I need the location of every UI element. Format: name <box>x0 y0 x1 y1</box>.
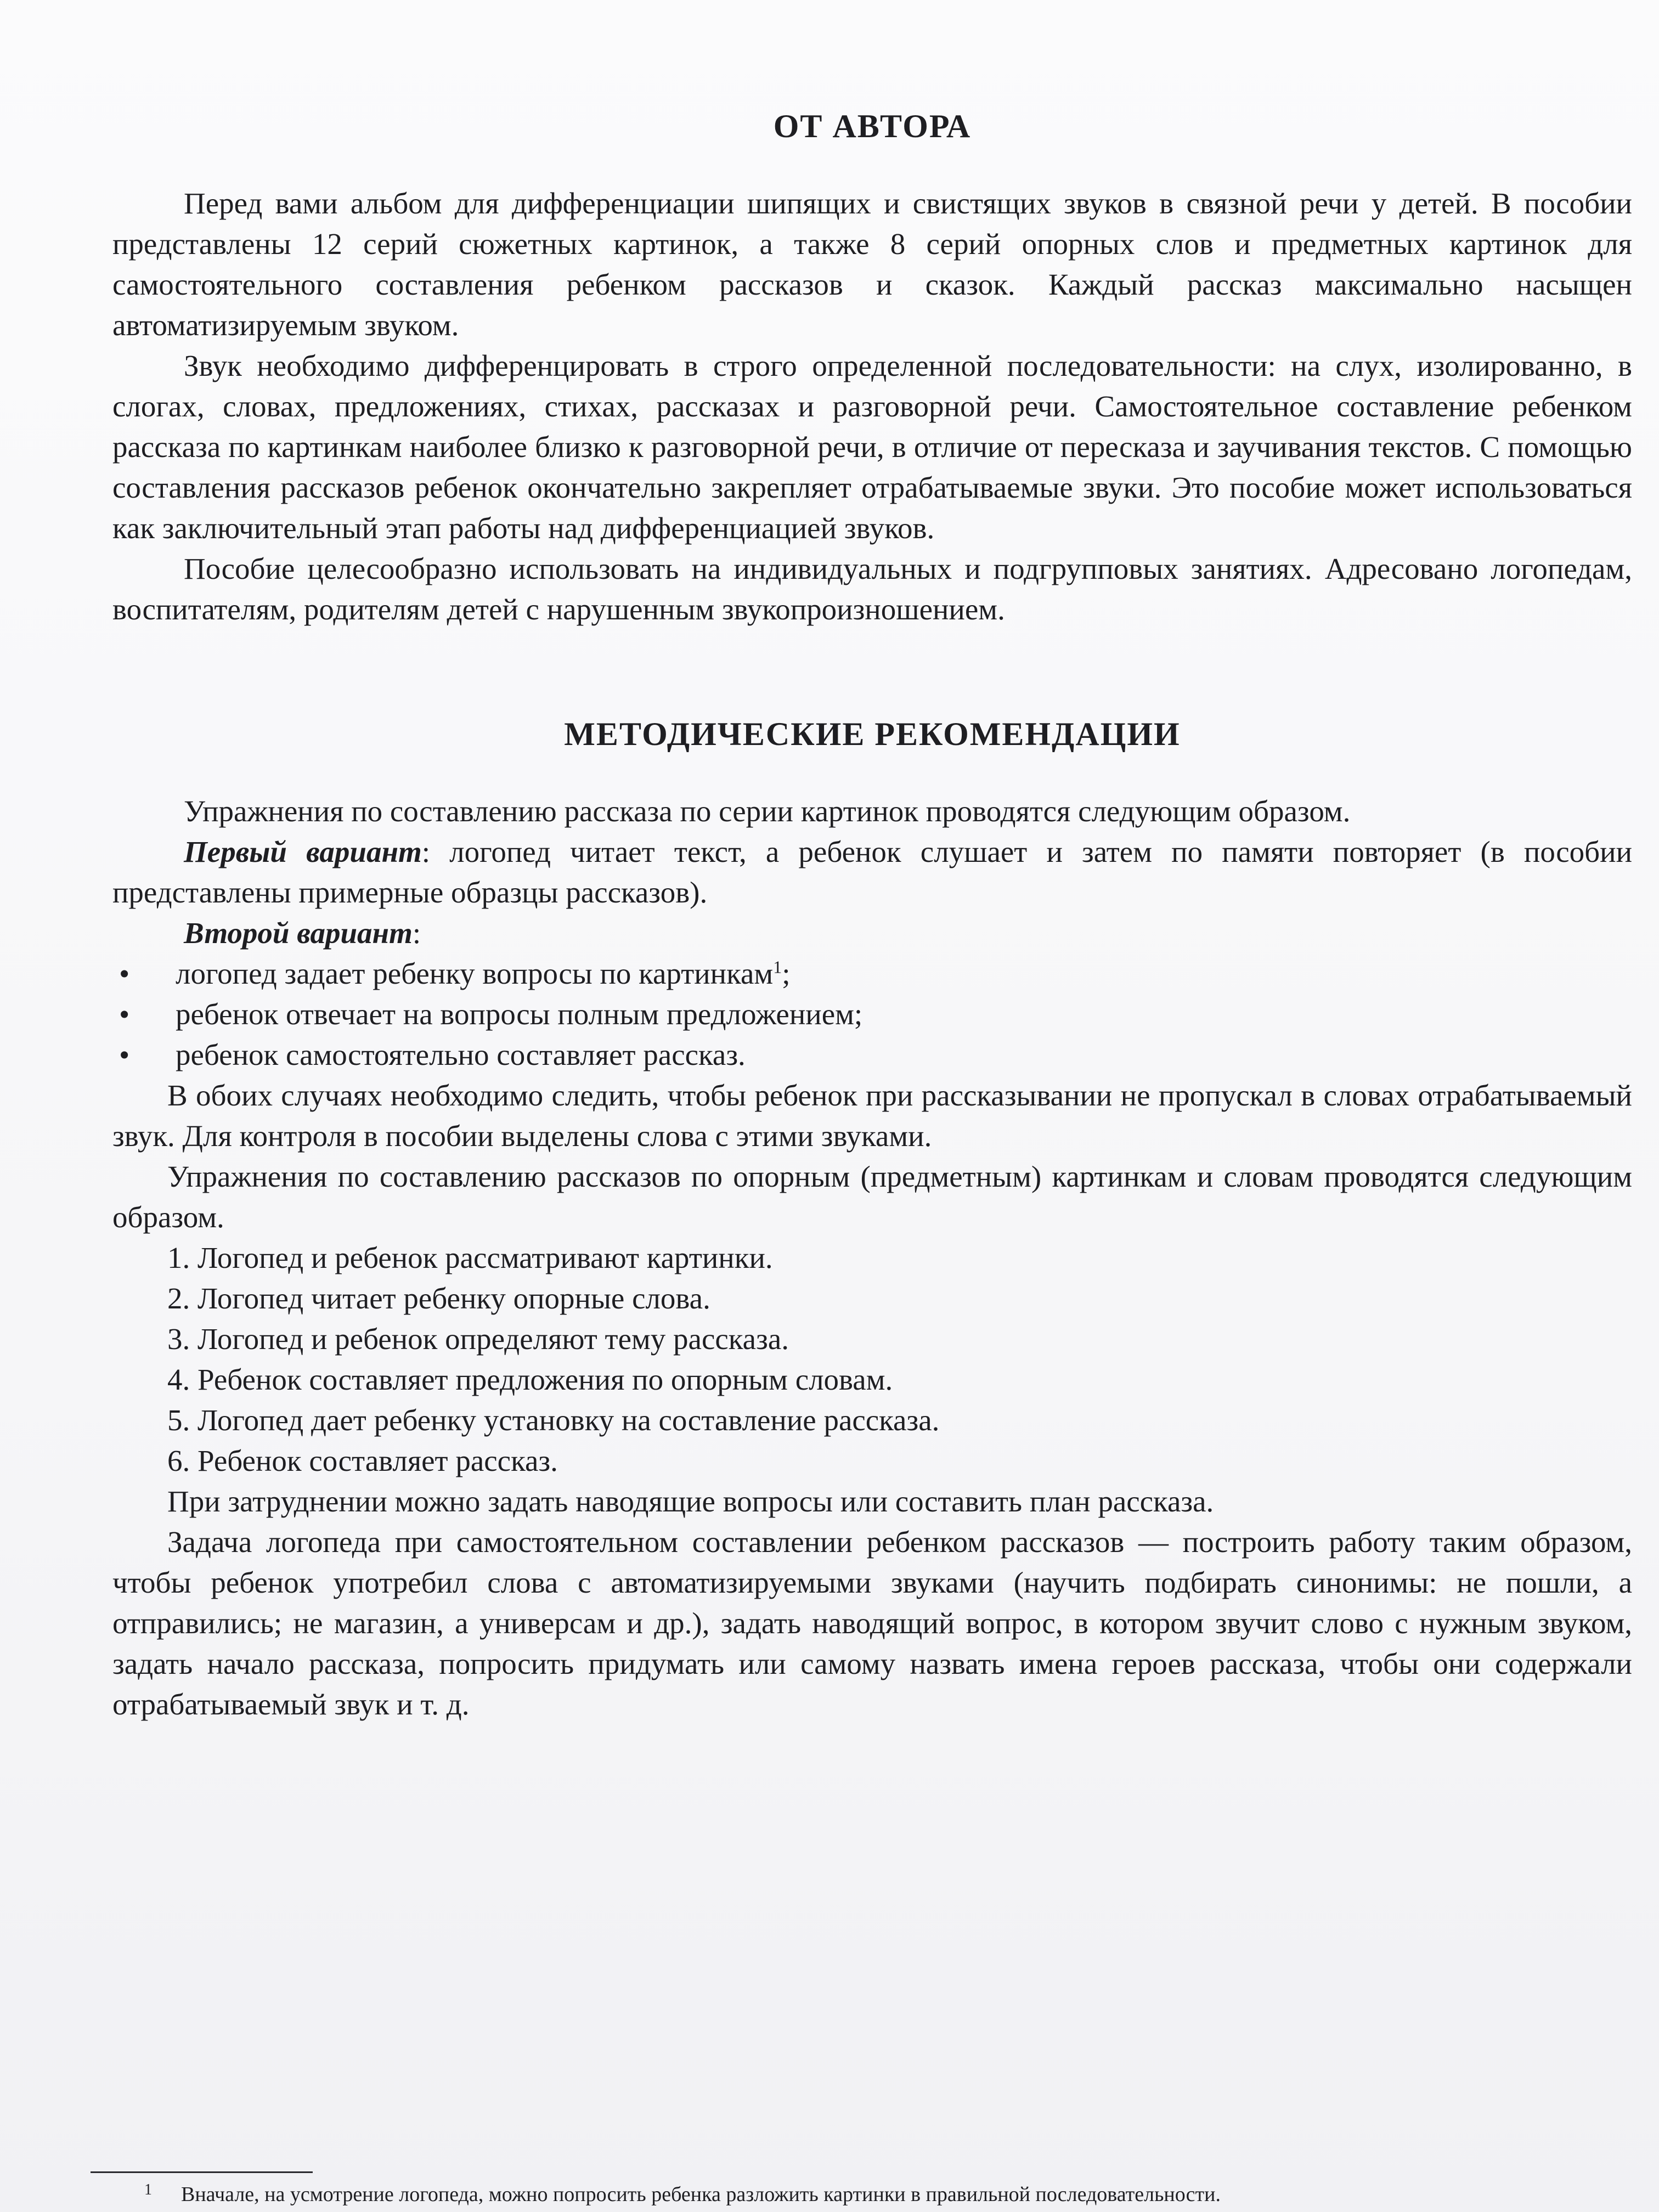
section-title-from-author: ОТ АВТОРА <box>773 108 972 144</box>
step-item: 2. Логопед читает ребенку опорные слова. <box>167 1282 710 1315</box>
step-item: 6. Ребенок составляет рассказ. <box>167 1444 558 1477</box>
bullet-item: • логопед задает ребенку вопросы по картинкам$^1$; <box>112 953 1632 994</box>
steps-list <box>112 1238 1632 1481</box>
footnote-divider <box>91 2171 313 2173</box>
footnote-text: Вначале, на усмотрение логопеда, можно попросить ребенка разложить картинки в правильной последовательности. <box>181 2183 1221 2206</box>
footnote-reference: 1 <box>773 957 782 977</box>
page-content <box>112 104 1632 1725</box>
difficulty-paragraph: При затруднении можно задать наводящие вопросы или составить план рассказа. <box>167 1485 1214 1518</box>
footnote <box>145 2181 1221 2208</box>
variant-1-label: Первый вариант <box>184 835 422 868</box>
variant-2-colon: : <box>412 916 421 950</box>
both-cases-paragraph: В обоих случаях необходимо следить, чтобы ребенок при рассказывании не пропускал в словах отрабатываемый звук. Для контроля в пособии выделены слова с этими звуками. <box>112 1079 1632 1153</box>
variant-2-bullet-list <box>112 953 1632 1075</box>
step-item: 4. Ребенок составляет предложения по опорным словам. <box>167 1363 893 1396</box>
variant-2-label: Второй вариант <box>184 916 413 950</box>
variant-2-paragraph <box>112 913 1632 953</box>
author-paragraph-2: Звук необходимо дифференцировать в строго определенной последовательности: на слух, изолированно, в слогах, словах, предложениях, стихах, рассказах и разговорной речи. Самостоятельное составление ребенком рассказа по картинкам наиболее близко к разговорной речи, в отличие от пересказа и заучивания текстов. С помощью составления рассказов ребенок окончательно закрепляет отрабатываемые звуки. Это пособие может использоваться как заключительный этап работы над дифференциацией звуков. <box>112 349 1632 545</box>
step-item: 5. Логопед дает ребенку установку на составление рассказа. <box>167 1403 940 1437</box>
variant-1-text: : логопед читает текст, а ребенок слушает и затем по памяти повторяет (в пособии представлены примерные образцы рассказов). <box>112 835 1632 909</box>
bullet-item: • ребенок самостоятельно составляет рассказ. <box>112 1035 1632 1075</box>
author-paragraph-1: Перед вами альбом для дифференциации шипящих и свистящих звуков в связной речи у детей. В пособии представлены 12 серий сюжетных картинок, а также 8 серий опорных слов и предметных картинок для самостоятельного составления ребенком рассказов и сказок. Каждый рассказ максимально насыщен автоматизируемым звуком. <box>112 187 1632 342</box>
task-paragraph: Задача логопеда при самостоятельном составлении ребенком рассказов — построить работу таким образом, чтобы ребенок употребил слова с автоматизируемыми звуками (научить подбирать синонимы: не пошли, а отправились; не магазин, а универсам и др.), задать наводящий вопрос, в котором звучит слово с нужным звуком, задать начало рассказа, попросить придумать или самому назвать имена героев рассказа, чтобы они содержали отрабатываемый звук и т. д. <box>112 1525 1632 1721</box>
support-words-intro: Упражнения по составлению рассказов по опорным (предметным) картинкам и словам проводятся следующим образом. <box>112 1160 1632 1234</box>
section-title-methodical-recommendations: МЕТОДИЧЕСКИЕ РЕКОМЕНДАЦИИ <box>564 716 1181 752</box>
bullet-item: • ребенок отвечает на вопросы полным предложением; <box>112 994 1632 1035</box>
author-paragraph-3: Пособие целесообразно использовать на индивидуальных и подгрупповых занятиях. Адресовано логопедам, воспитателям, родителям детей с нарушенным звукопроизношением. <box>112 552 1632 626</box>
footnote-mark: 1 <box>144 2181 152 2198</box>
step-item: 1. Логопед и ребенок рассматривают картинки. <box>167 1241 773 1274</box>
variant-1-paragraph <box>112 832 1632 913</box>
methods-intro: Упражнения по составлению рассказа по серии картинок проводятся следующим образом. <box>184 794 1351 828</box>
step-item: 3. Логопед и ребенок определяют тему рассказа. <box>167 1322 789 1356</box>
